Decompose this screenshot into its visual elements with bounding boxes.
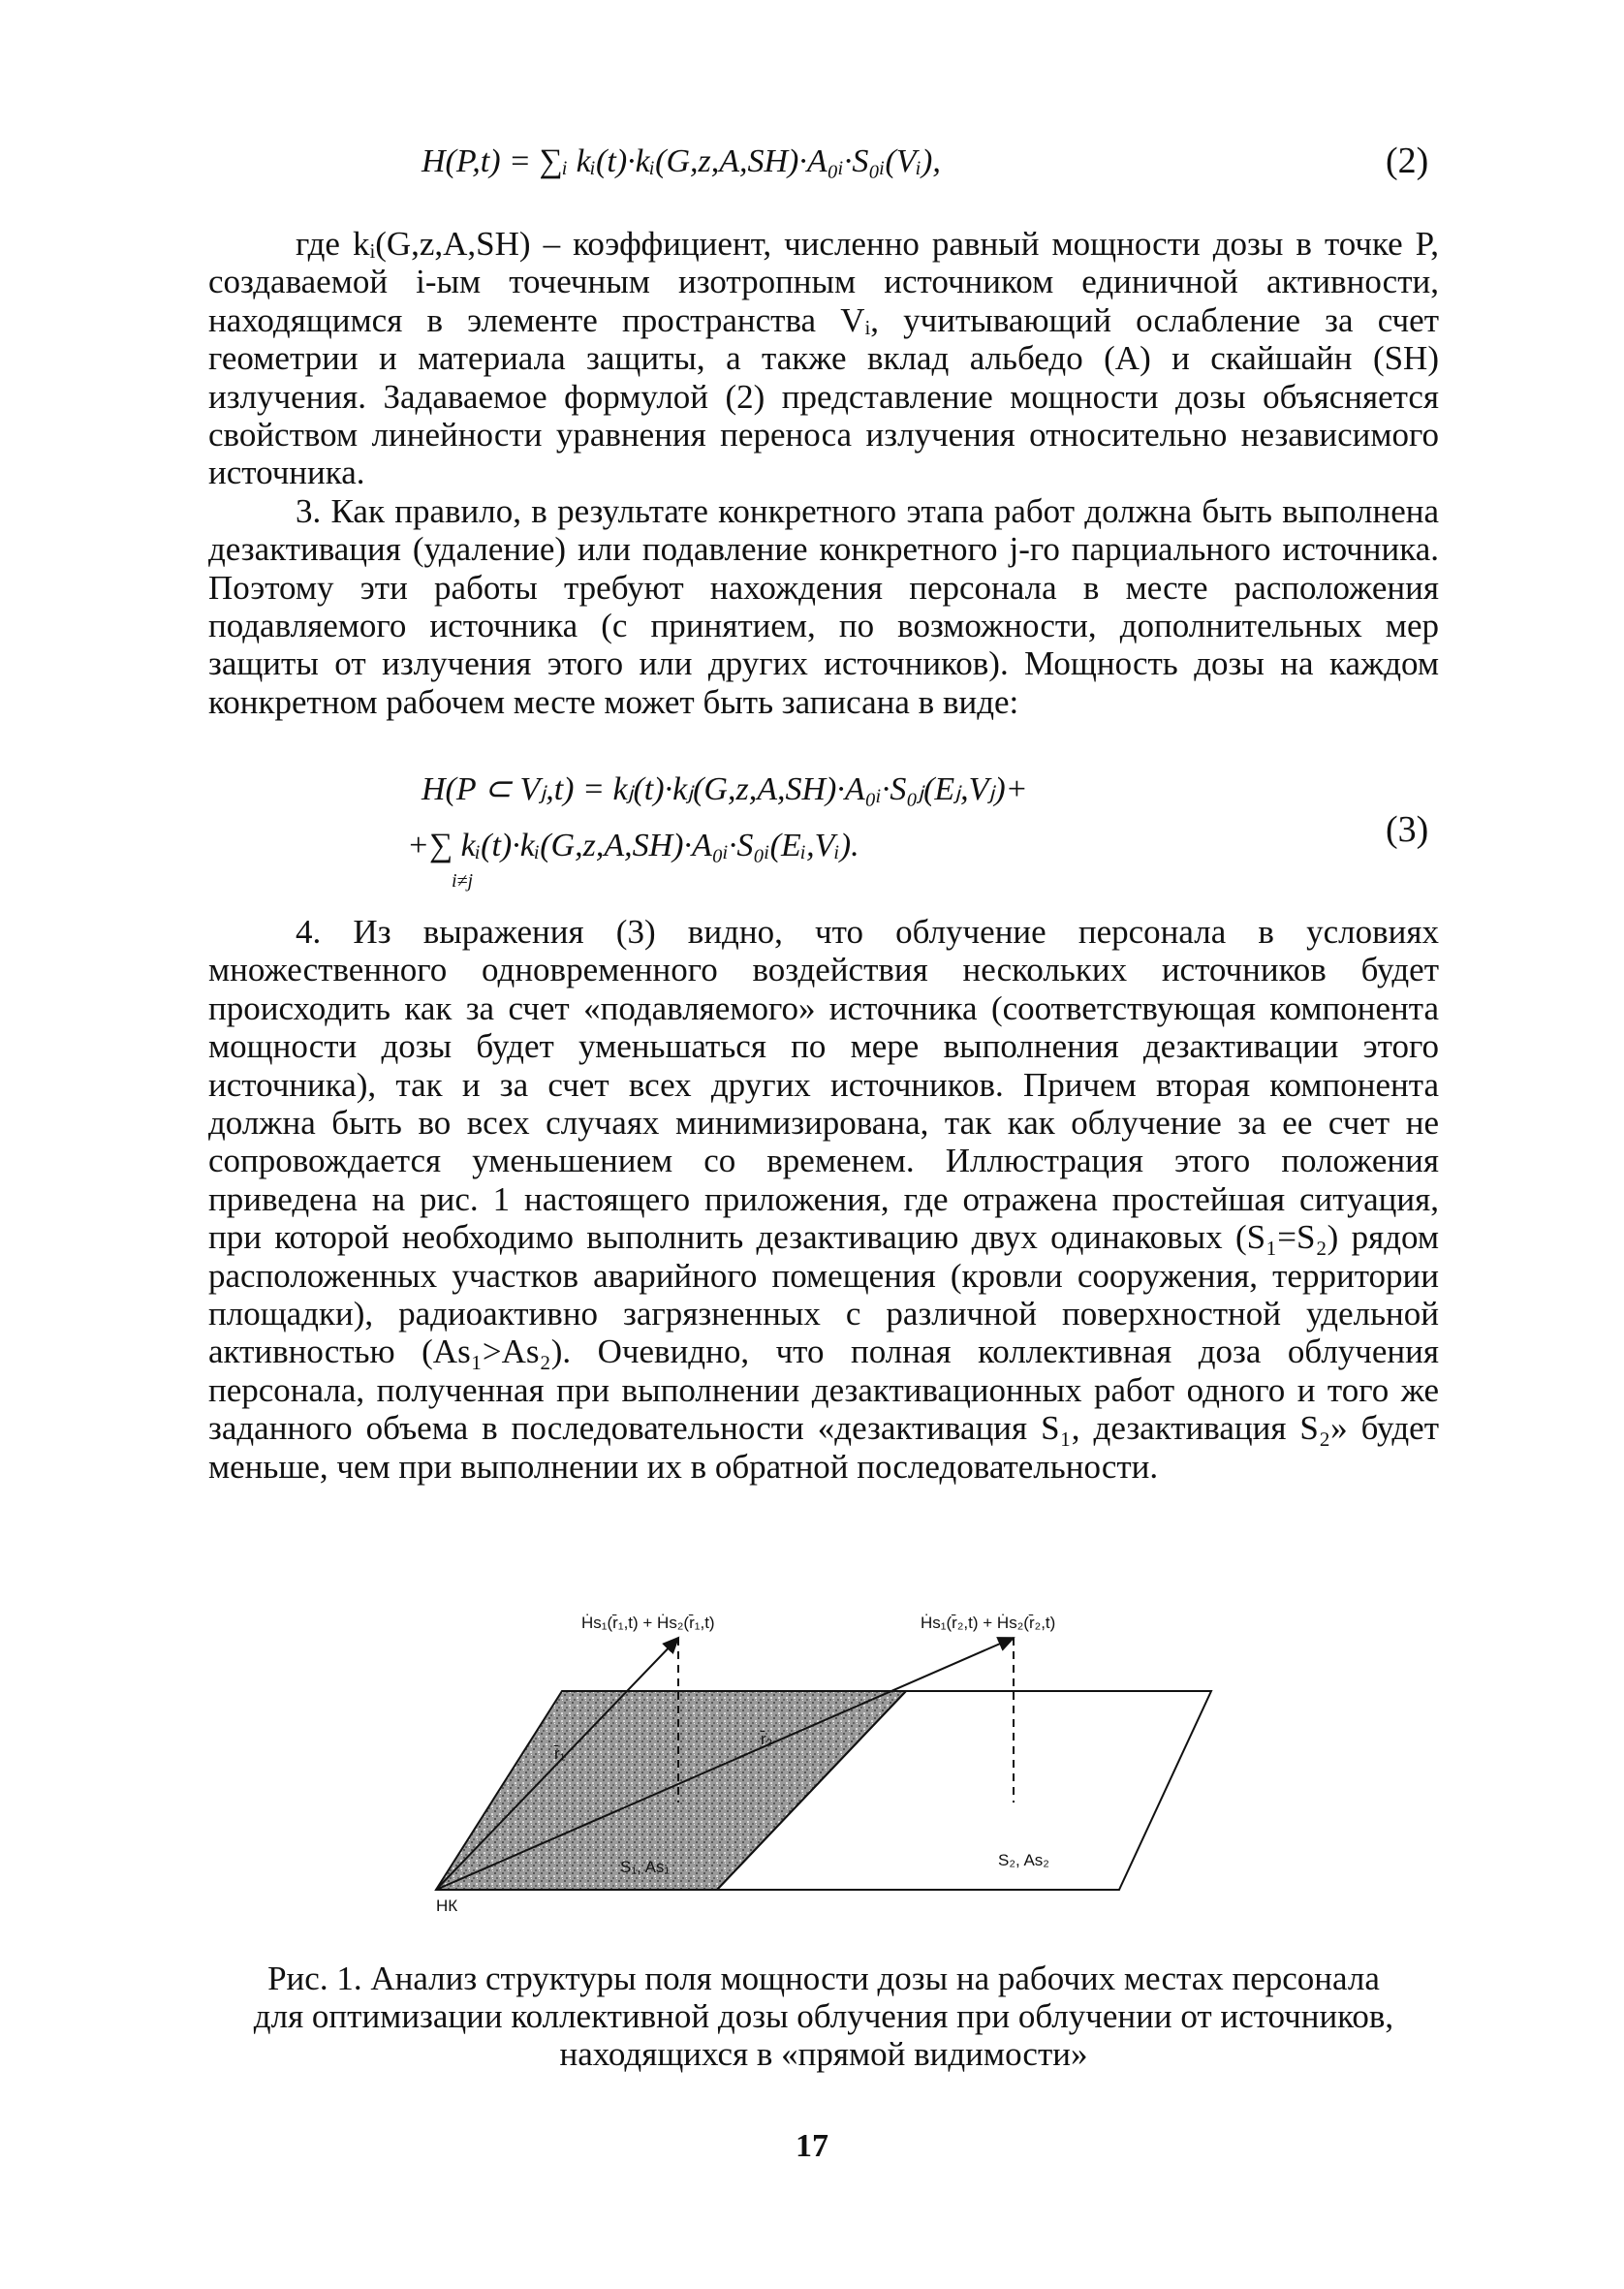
figure-caption: Рис. 1. Анализ структуры поля мощности дозы на рабочих местах персонала для оптимизации коллективной дозы облучения при облучении от источников, находящихся в «прямой видимости» — [253, 1960, 1394, 2073]
formula-3-subscript: i≠j — [452, 870, 474, 892]
text-block-2 — [208, 913, 1439, 1486]
label-r1: r̄₁ — [554, 1744, 566, 1763]
label-dose-rate-right: Ḣs₁(r̄₂,t) + Ḣs₂(r̄₂,t) — [921, 1614, 1056, 1632]
text-block-1 — [208, 225, 1439, 721]
page-number: 17 — [796, 2128, 828, 2164]
paragraph-4: 4. Из выражения (3) видно, что облучение персонала в условиях множественного одновременного воздействия нескольких источников будет происходить как за счет «подавляемого» источника (соответствующая компонента мощности дозы будет уменьшаться по мере выполнения дезактивации этого источника), так и за счет всех других источников. Причем вторая компонента должна быть во всех случаях минимизирована, так как облучение за ее счет не сопровождается уменьшением со временем. Иллюстрация этого положения приведена на рис. 1 настоящего приложения, где отражена простейшая ситуация, при которой необходимо выполнить дезактивацию двух одинаковых (S₁=S₂) рядом расположенных участков аварийного помещения (кровли сооружения, территории площадки), радиоактивно загрязненных с различной поверхностной удельной активностью (As₁>As₂). Очевидно, что полная коллективная доза облучения персонала, полученная при выполнении дезактивационных работ одного и того же заданного объема в последовательности «дезактивация S₁, дезактивация S₂» будет меньше, чем при выполнении их в обратной последовательности. — [208, 913, 1439, 1486]
label-s2: S₂, As₂ — [998, 1851, 1049, 1869]
equation-number-3: (3) — [1386, 809, 1429, 850]
label-s1: S₁, As₁ — [620, 1858, 671, 1876]
equation-number-2: (2) — [1386, 141, 1429, 181]
label-r2: r̄₂ — [761, 1730, 773, 1748]
label-dose-rate-left: Ḣs₁(r̄₁,t) + Ḣs₂(r̄₁,t) — [581, 1614, 715, 1632]
formula-3-line-1: H(P ⊂ Vⱼ,t) = kⱼ(t)·kⱼ(G,z,A,SH)·A₀ᵢ·S₀ⱼ(Eⱼ,Vⱼ)+ — [422, 771, 1028, 807]
formula-2: H(P,t) = ∑ᵢ kᵢ(t)·kᵢ(G,z,A,SH)·A₀ᵢ·S₀ᵢ(Vᵢ), — [422, 143, 941, 179]
formula-3-line-2: +∑ kᵢ(t)·kᵢ(G,z,A,SH)·A₀ᵢ·S₀ᵢ(Eᵢ,Vᵢ). — [407, 828, 859, 863]
figure-1 — [417, 1609, 1240, 1928]
label-origin: НК — [436, 1897, 458, 1915]
paragraph-where: где kᵢ(G,z,A,SH) – коэффициент, численно равный мощности дозы в точке P, создаваемой i-ым точечным изотропным источником единичной активности, находящимся в элементе пространства Vᵢ, учитывающий ослабление за счет геометрии и материала защиты, а также вклад альбедо (A) и скайшайн (SH) излучения. Задаваемое формулой (2) представление мощности дозы объясняется свойством линейности уравнения переноса излучения относительно независимого источника. — [208, 225, 1439, 492]
paragraph-3: 3. Как правило, в результате конкретного этапа работ должна быть выполнена дезактивация (удаление) или подавление конкретного j-го парциального источника. Поэтому эти работы требуют нахождения персонала в месте расположения подавляемого источника (с принятием, по возможности, дополнительных мер защиты от излучения этого или других источников). Мощность дозы на каждом конкретном рабочем месте может быть записана в виде: — [208, 491, 1439, 721]
